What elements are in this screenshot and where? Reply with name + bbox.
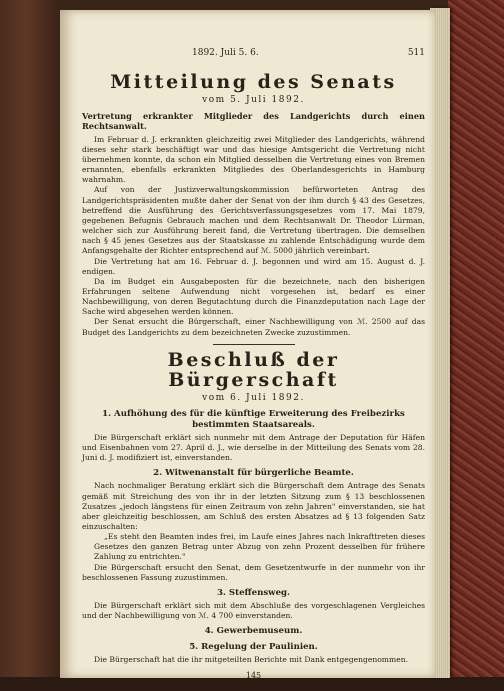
mitteilung-paragraph: Der Senat ersucht die Bürgerschaft, einer Nachbewilligung von ℳ. 2500 auf das Budget des Landgerichts zu dem bezeichneten Zwecke zuzustimmen. [82, 317, 425, 337]
mitteilung-title: Mitteilung des Senats [110, 71, 397, 94]
book-cover-left [0, 0, 58, 691]
mitteilung-paragraph: Die Vertretung hat am 16. Februar d. J. begonnen und wird am 15. August d. J. endigen. [82, 256, 425, 276]
running-head [82, 48, 425, 58]
item-1-text: Die Bürgerschaft erklärt sich nunmehr mit dem Antrage der Deputation für Häfen und Eisenbahnen vom 27. April d. J., wie derselbe in der Mitteilung des Senats vom 28. Juni d. J. modifiziert ist, einverstanden. [82, 432, 425, 463]
item-4-heading: 4. Gewerbemuseum. [204, 626, 303, 637]
beschluss-title: Beschluß der Bürgerschaft [167, 348, 340, 391]
folio-number: 145 [245, 671, 262, 681]
item-5-text: Die Bürgerschaft hat die ihr mitgeteilten Berichte mit Dank entgegengenommen. [94, 655, 408, 665]
item-3-text: Die Bürgerschaft erklärt sich mit dem Abschluße des vorgeschlagenen Vergleiches und der Nachbewilligung von ℳ. 4 700 einverstanden. [82, 600, 425, 621]
mitteilung-paragraph: Da im Budget ein Ausgabeposten für die bezeichnete, nach den bisherigen Erfahrungen seltene Aufwendung nicht vorgesehen ist, bedarf es einer Nachbewilligung, von deren Begutachtung durch die Finanzdeputation nach Lage der Sache wird abgesehen werden können. [82, 276, 425, 317]
item-3-heading: 3. Steffensweg. [216, 587, 291, 598]
beschluss-date: vom 6. Juli 1892. [202, 392, 305, 403]
book-cover-right [448, 0, 504, 691]
item-2-text2: Die Bürgerschaft ersucht den Senat, dem Gesetzentwurfe in der nunmehr von ihr beschlossenen Fassung zuzustimmen. [82, 562, 425, 582]
item-5-heading: 5. Regelung der Paulinien. [189, 642, 318, 653]
section-divider [213, 344, 295, 345]
mitteilung-paragraph: Im Februar d. J. erkrankten gleichzeitig zwei Mitglieder des Landgerichts, während dieses sehr stark beschäftigt war und das hiesige Amtsgericht die Vertretung nicht übernehmen konnte, da schon ein Mitglied desselben die Vertretung eines von Bremen ernannten, ebenfalls erkrankten Mitgliedes des Oberlandesgerichts in Hamburg wahrnahm. [82, 134, 425, 185]
mitteilung-date: vom 5. Juli 1892. [202, 95, 305, 106]
page-number: 511 [407, 48, 425, 58]
mitteilung-subhead: Vertretung erkrankter Mitglieder des Landgerichts durch einen Rechtsanwalt. [82, 111, 425, 132]
mitteilung-paragraph: Auf von der Justizverwaltungskommission befürworteten Antrag des Landgerichtspräsidenten mußte daher der Senat von der ihm durch § 43 des Gesetzes, betreffend die Ausführung des Gerichtsverfassungsgesetzes vom 17. Mai 1879, gegebenen Befugnis Gebrauch machen und dem Rechtsanwalt Dr. Theodor Lürman, welcher sich zur Ausführung bereit fand, die Vertretung übertragen. Die demselben nach § 45 jenes Gesetzes aus der Staatskasse zu zahlende Entschädigung wurde dem Anfangsgehalte der Richter entsprechend auf ℳ. 5000 jährlich vereinbart. [82, 185, 425, 256]
book-page [60, 10, 435, 681]
item-2-quote: „Es steht den Beamten indes frei, im Laufe eines Jahres nach Inkrafttreten dieses Gesetzes den ganzen Betrag unter Abzug von zehn Prozent desselben für frühere Zahlung zu entrichten." [94, 532, 425, 562]
item-2-text: Nach nochmaliger Beratung erklärt sich die Bürgerschaft dem Antrage des Senats gemäß mit Streichung des von ihr in der letzten Sitzung zum § 13 beschlossenen Zusatzes „jedoch längstens für einen Zeitraum von zehn Jahren" einverstanden, sie hat aber gleichzeitig beschlossen, am Schluß des ersten Absatzes ad § 13 folgenden Satz einzuschalten: [82, 481, 425, 531]
running-head-date: 1892. Juli 5. 6. [192, 48, 259, 58]
item-1-heading: 1. Aufhöhung des für die künftige Erweiterung des Freibezirks bestimmten Staatsareals. [102, 408, 405, 430]
item-2-heading: 2. Witwenanstalt für bürgerliche Beamte. [153, 468, 354, 479]
